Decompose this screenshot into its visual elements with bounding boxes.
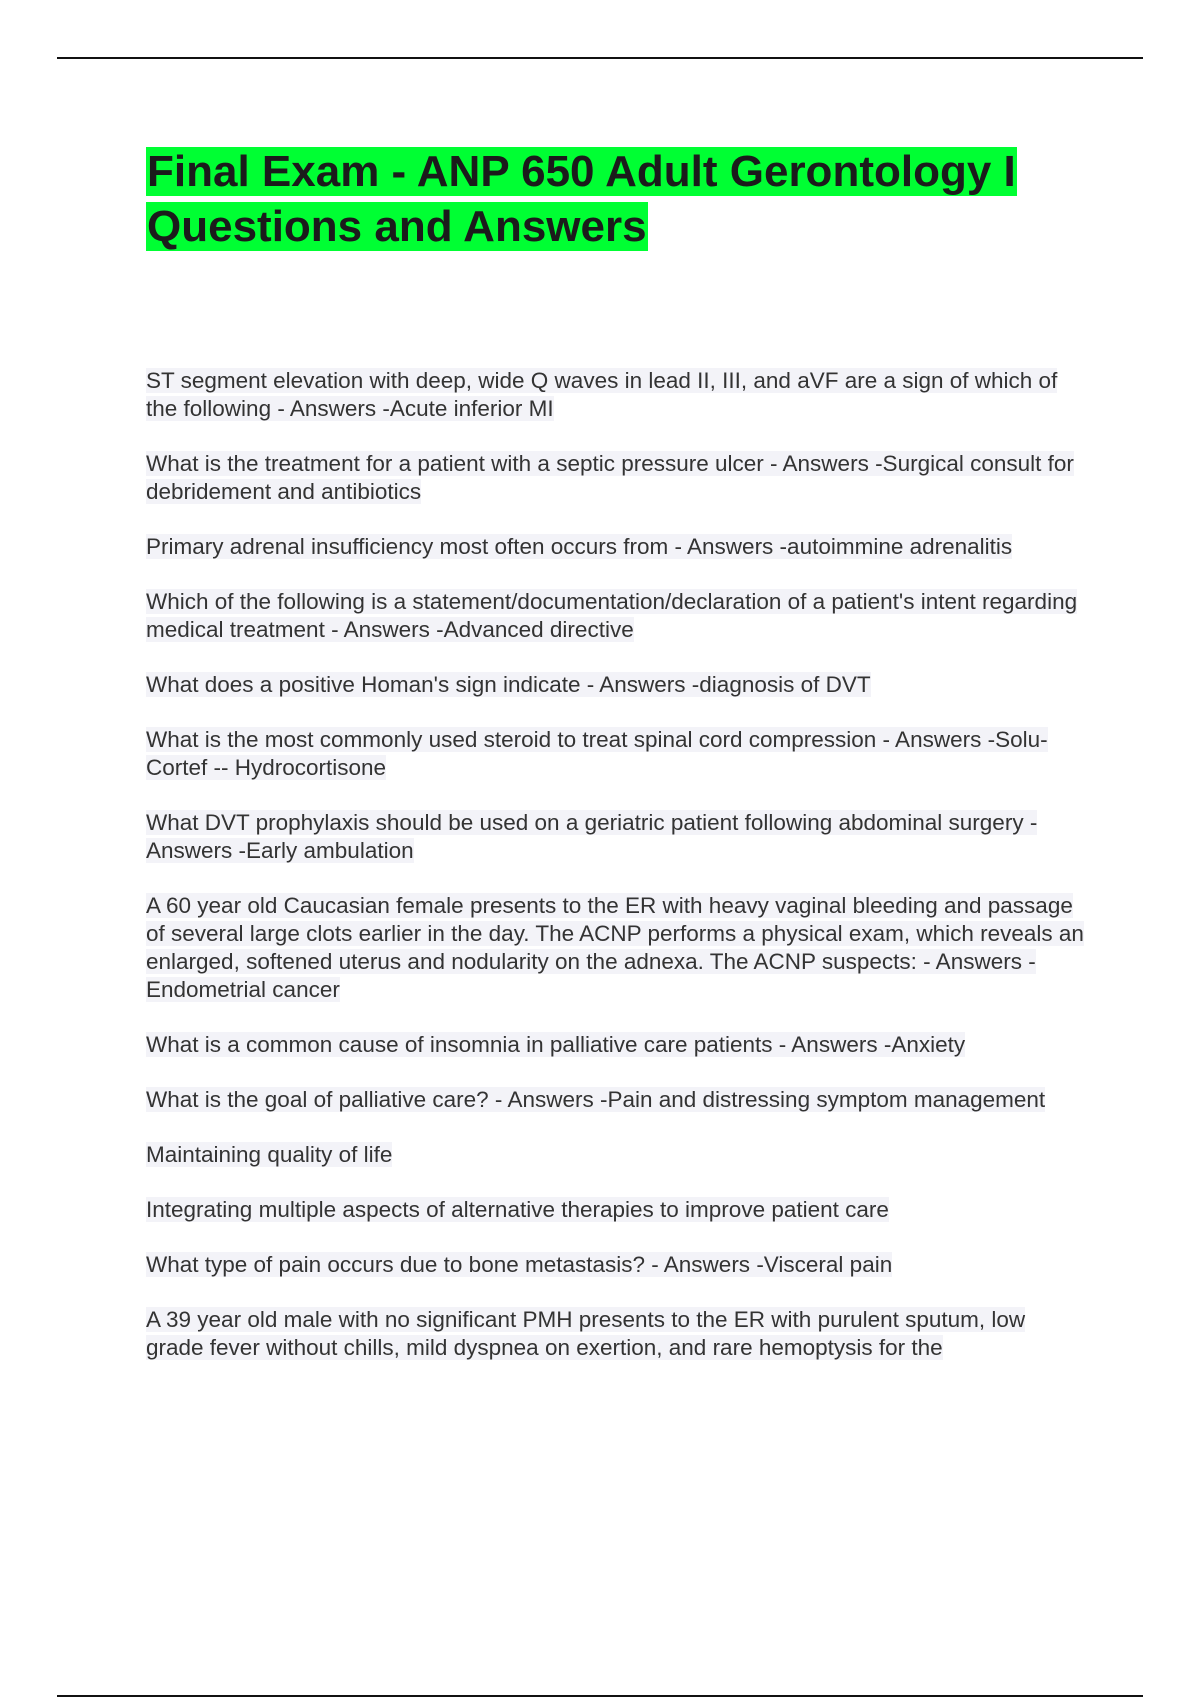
qa-item-text: Which of the following is a statement/documentation/declaration of a patient's intent regarding medical treatment - Answers -Advanced directive (146, 589, 1078, 642)
qa-item-text: What is the treatment for a patient with a septic pressure ulcer - Answers -Surgical consult for debridement and antibiotics (146, 451, 1074, 504)
qa-item-text: What does a positive Homan's sign indicate - Answers -diagnosis of DVT (146, 672, 871, 697)
qa-item-text: What DVT prophylaxis should be used on a geriatric patient following abdominal surgery - Answers -Early ambulation (146, 810, 1038, 863)
qa-item (146, 809, 1086, 865)
qa-item (146, 726, 1086, 782)
top-rule (57, 57, 1143, 59)
document-title (146, 144, 1086, 254)
qa-item (146, 1086, 1086, 1114)
bottom-rule (57, 1695, 1143, 1697)
qa-item (146, 1031, 1086, 1059)
qa-item-text: A 39 year old male with no significant PMH presents to the ER with purulent sputum, low grade fever without chills, mild dyspnea on exertion, and rare hemoptysis for the (146, 1307, 1026, 1360)
qa-item-text: What is the most commonly used steroid to treat spinal cord compression - Answers -Solu-Cortef -- Hydrocortisone (146, 727, 1048, 780)
qa-item-text: Integrating multiple aspects of alternative therapies to improve patient care (146, 1197, 889, 1222)
qa-item-text: Maintaining quality of life (146, 1142, 393, 1167)
qa-item (146, 367, 1086, 423)
qa-item (146, 588, 1086, 644)
qa-item (146, 1196, 1086, 1224)
qa-item (146, 671, 1086, 699)
qa-item-text: What is a common cause of insomnia in palliative care patients - Answers -Anxiety (146, 1032, 966, 1057)
document-title-text: Final Exam - ANP 650 Adult Gerontology I Questions and Answers (147, 147, 1016, 251)
qa-item (146, 533, 1086, 561)
qa-item-text: A 60 year old Caucasian female presents to the ER with heavy vaginal bleeding and passage of several large clots earlier in the day. The ACNP performs a physical exam, which reveals an enlarged, softened uterus and nodularity on the adnexa. The ACNP suspects: - Answers -Endometrial cancer (146, 893, 1084, 1002)
qa-item-text: What type of pain occurs due to bone metastasis? - Answers -Visceral pain (146, 1252, 893, 1277)
qa-item-text: Primary adrenal insufficiency most often occurs from - Answers -autoimmine adrenalitis (146, 534, 1013, 559)
qa-item (146, 892, 1086, 1004)
qa-item (146, 1306, 1086, 1362)
qa-item (146, 450, 1086, 506)
qa-item-text: ST segment elevation with deep, wide Q waves in lead II, III, and aVF are a sign of which of the following - Answers -Acute inferior MI (146, 368, 1058, 421)
qa-item (146, 1251, 1086, 1279)
qa-item (146, 1141, 1086, 1169)
qa-list (146, 367, 1086, 1389)
qa-item-text: What is the goal of palliative care? - Answers -Pain and distressing symptom management (146, 1087, 1046, 1112)
